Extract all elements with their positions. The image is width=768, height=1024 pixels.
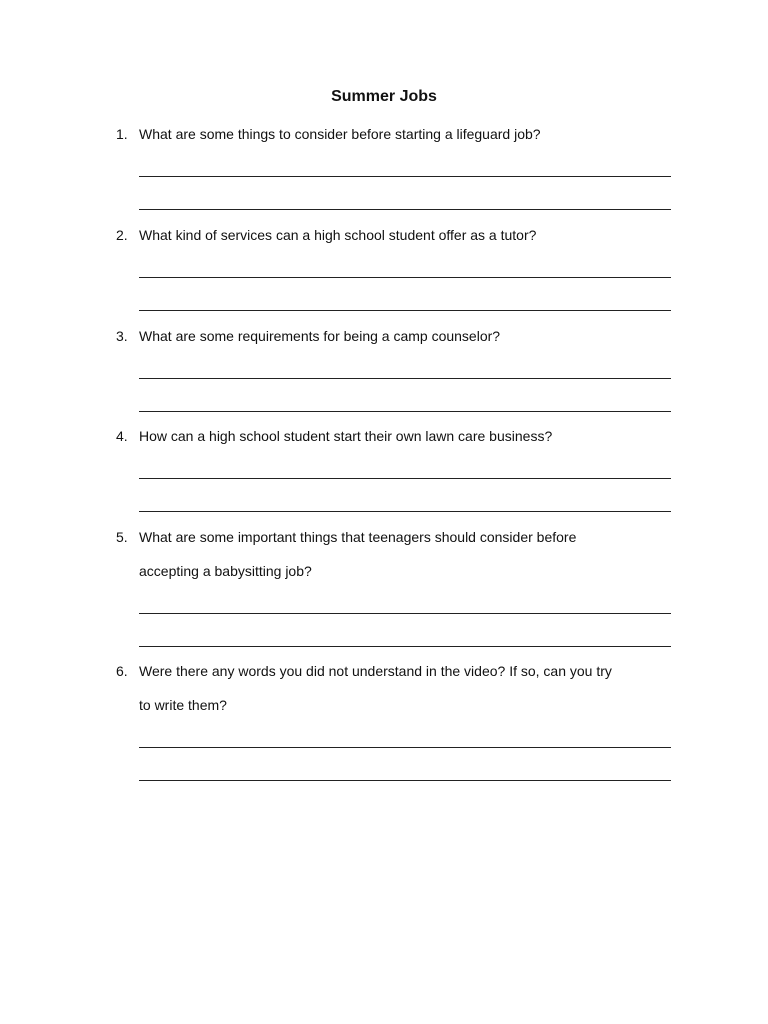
question-number: 6.: [116, 663, 128, 679]
question-number: 4.: [116, 428, 128, 444]
answer-line-1[interactable]: [139, 176, 671, 177]
answer-line-2[interactable]: [139, 646, 671, 647]
answer-line-1[interactable]: [139, 277, 671, 278]
question-number: 1.: [116, 126, 128, 142]
question-text: Were there any words you did not understand in the video? If so, can you try: [139, 663, 612, 679]
answer-line-2[interactable]: [139, 209, 671, 210]
question-number: 3.: [116, 328, 128, 344]
answer-line-2[interactable]: [139, 780, 671, 781]
answer-line-2[interactable]: [139, 511, 671, 512]
answer-line-1[interactable]: [139, 747, 671, 748]
question-text: What are some requirements for being a camp counselor?: [139, 328, 501, 344]
question-text: What kind of services can a high school student offer as a tutor?: [139, 227, 537, 243]
page-title: Summer Jobs: [331, 88, 437, 105]
question-text-continued: accepting a babysitting job?: [139, 563, 312, 579]
question-text: What are some things to consider before starting a lifeguard job?: [139, 126, 541, 142]
answer-line-1[interactable]: [139, 613, 671, 614]
answer-line-1[interactable]: [139, 378, 671, 379]
answer-line-1[interactable]: [139, 478, 671, 479]
question-text: How can a high school student start their own lawn care business?: [139, 428, 553, 444]
question-number: 5.: [116, 529, 128, 545]
question-text: What are some important things that teenagers should consider before: [139, 529, 577, 545]
question-number: 2.: [116, 227, 128, 243]
answer-line-2[interactable]: [139, 411, 671, 412]
answer-line-2[interactable]: [139, 310, 671, 311]
question-text-continued: to write them?: [139, 697, 227, 713]
